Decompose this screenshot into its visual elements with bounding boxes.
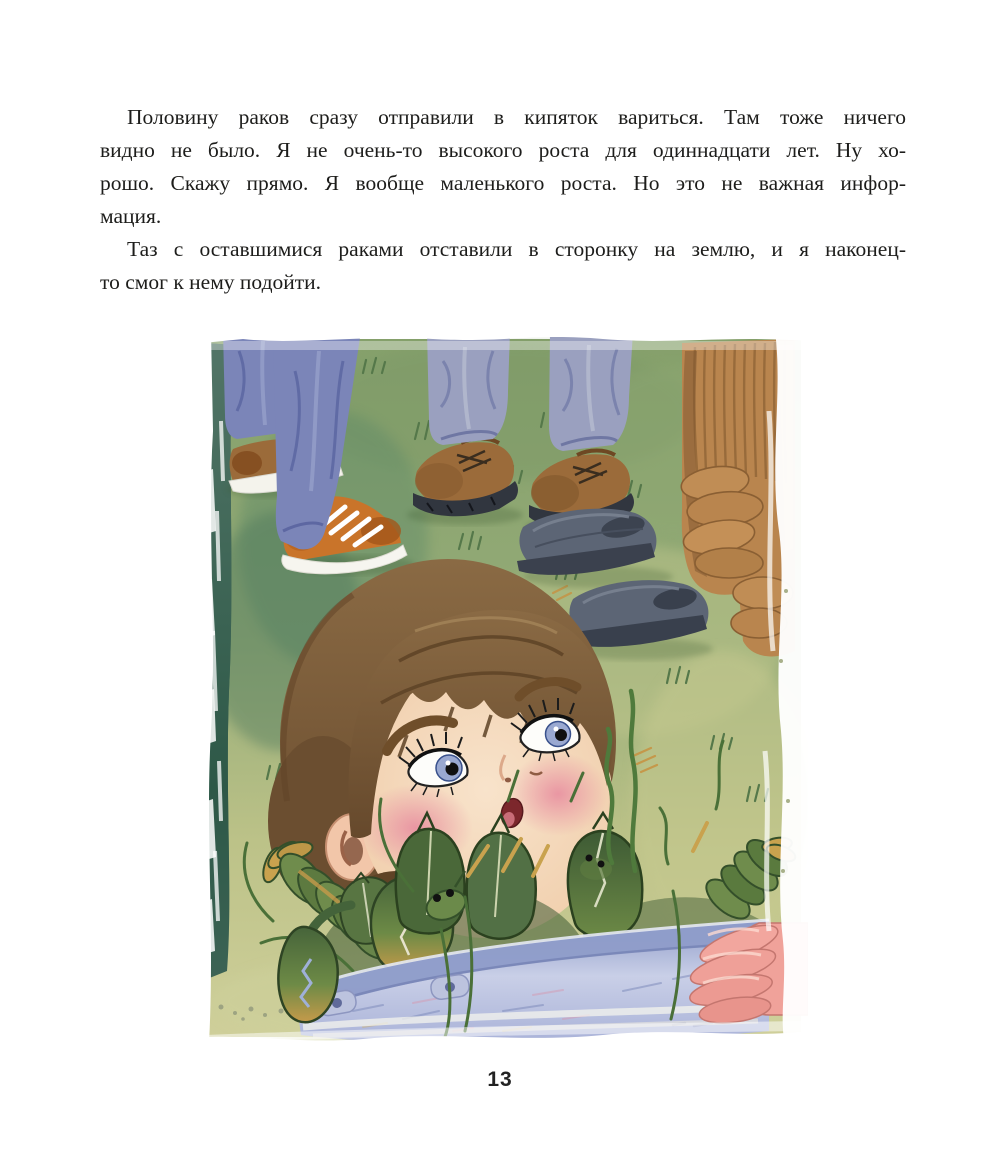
illustration bbox=[203, 331, 808, 1043]
text-line: рошо. Скажу прямо. Я вообще маленького роста. Но это не важная инфор- bbox=[100, 171, 906, 195]
text-line: видно не было. Я не очень-то высокого роста для одиннадцати лет. Ну хо- bbox=[100, 138, 906, 162]
text-line: Половину раков сразу отправили в кипяток вариться. Там тоже ничего bbox=[127, 105, 906, 129]
page-number: 13 bbox=[487, 1068, 513, 1091]
body-text bbox=[100, 101, 906, 299]
boy-blush-right bbox=[508, 752, 608, 836]
text-line: мация. bbox=[100, 204, 162, 228]
text-line: то смог к нему подойти. bbox=[100, 270, 322, 294]
text-line: Таз с оставшимися раками отставили в сторонку на землю, и я наконец- bbox=[127, 237, 906, 261]
